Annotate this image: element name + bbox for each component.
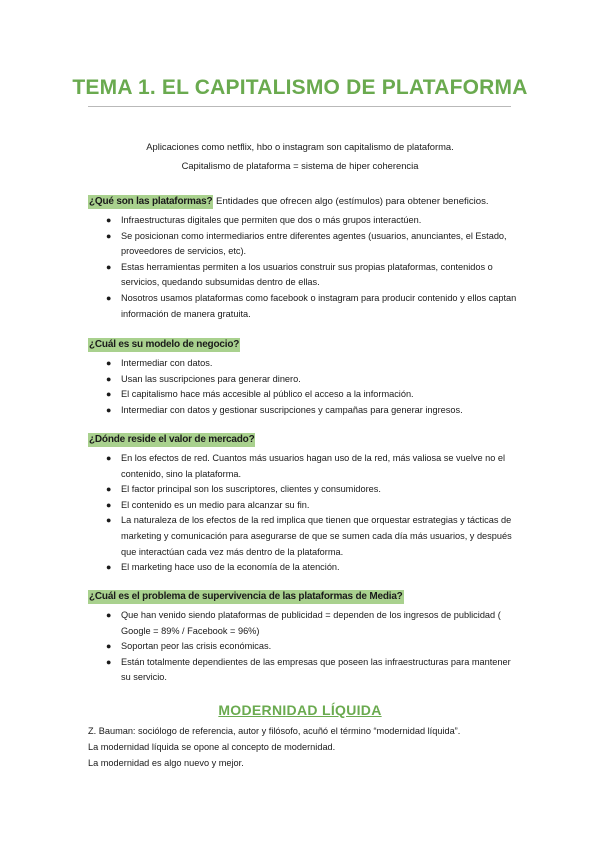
bullet-icon: ●: [106, 215, 112, 225]
section-platforms: [88, 191, 518, 322]
section-market-value: [88, 429, 518, 576]
section-heading: ¿Cuál es su modelo de negocio?: [89, 339, 240, 350]
list-item: ● El capitalismo hace más accesible al público el acceso a la información.: [88, 387, 518, 403]
bullet-icon: ●: [106, 484, 112, 495]
bullet-icon: ●: [106, 292, 112, 303]
bullet-icon: ●: [106, 261, 112, 272]
list-item: ● Estas herramientas permiten a los usuarios construir sus propias plataformas, contenidos o servicios, quedando subsumidas dentro de ellas.: [106, 261, 493, 288]
list-item: ● Usan las suscripciones para generar dinero.: [88, 372, 518, 388]
section-media-survival: [88, 586, 518, 686]
intro-line-2: Capitalismo de plataforma = sistema de hiper coherencia: [181, 160, 419, 171]
bullet-list: [88, 213, 518, 322]
list-item: ● El contenido es un medio para alcanzar su fin.: [88, 498, 518, 514]
paragraph: Z. Bauman: sociólogo de referencia, autor y filósofo, acuñó el término “modernidad líquida”.: [88, 726, 461, 736]
bullet-icon: ●: [106, 499, 112, 510]
list-item: ● Intermediar con datos y gestionar suscripciones y campañas para generar ingresos.: [88, 403, 518, 419]
bullet-icon: ●: [106, 453, 112, 463]
bullet-list: [88, 356, 518, 418]
bullet-list: [88, 608, 518, 686]
list-item: ● Soportan peor las crisis económicas.: [88, 639, 518, 655]
bullet-icon: ●: [106, 404, 112, 415]
list-item: ● Infraestructuras digitales que permiten que dos o más grupos interactúen.: [88, 213, 518, 229]
list-item: ● El factor principal son los suscriptores, clientes y consumidores.: [88, 482, 518, 498]
paragraph: La modernidad es algo nuevo y mejor.: [88, 758, 244, 768]
bullet-icon: ●: [106, 373, 112, 384]
paragraph: La modernidad líquida se opone al concepto de modernidad.: [88, 742, 336, 752]
bullet-icon: ●: [106, 389, 112, 400]
section-heading: ¿Cuál es el problema de supervivencia de las plataformas de Media?: [89, 591, 403, 602]
list-item: ● Que han venido siendo plataformas de publicidad = dependen de los ingresos de publicidad ( Google = 89% / Facebook = 96%): [106, 610, 501, 636]
bullet-icon: ●: [106, 358, 112, 368]
list-item: ● Intermediar con datos.: [88, 356, 518, 372]
intro-line-1: Aplicaciones como netflix, hbo o instagram son capitalismo de plataforma.: [146, 141, 454, 152]
section-business-model: [88, 334, 518, 418]
title-divider: [88, 106, 511, 107]
bullet-list: [88, 451, 518, 576]
list-item: ● Están totalmente dependientes de las empresas que poseen las infraestructuras para mantener su servicio.: [106, 656, 511, 683]
bullet-icon: ●: [106, 610, 112, 620]
list-item: ● En los efectos de red. Cuantos más usuarios hagan uso de la red, más valiosa se vuelve no el contenido, sino la plataforma.: [106, 453, 506, 479]
list-item: ● Nosotros usamos plataformas como facebook o instagram para producir contenido y ellos captan información de manera gratuita.: [106, 292, 517, 319]
bullet-icon: ●: [106, 562, 112, 573]
page-title: TEMA 1. EL CAPITALISMO DE PLATAFORMA: [72, 76, 528, 99]
section-heading: ¿Dónde reside el valor de mercado?: [89, 434, 255, 445]
section-heading-tail: Entidades que ofrecen algo (estímulos) para obtener beneficios.: [213, 196, 489, 207]
bullet-icon: ●: [106, 230, 112, 241]
bullet-icon: ●: [106, 641, 112, 652]
list-item: ● Se posicionan como intermediarios entre diferentes agentes (usuarios, anunciantes, el Estado, proveedores de servicios, etc).: [106, 230, 507, 257]
bullet-icon: ●: [106, 515, 112, 526]
section-subtitle: MODERNIDAD LÍQUIDA: [218, 702, 382, 718]
bullet-icon: ●: [106, 656, 112, 667]
list-item: ● El marketing hace uso de la economía de la atención.: [88, 560, 518, 576]
section-heading: ¿Qué son las plataformas?: [89, 196, 213, 207]
list-item: ● La naturaleza de los efectos de la red implica que tienen que orquestar estrategias y tácticas de marketing y comunicación para asegurarse de que se sumen cada día más usuarios, y después que interactúan cada vez más dentro de la plataforma.: [106, 515, 512, 557]
